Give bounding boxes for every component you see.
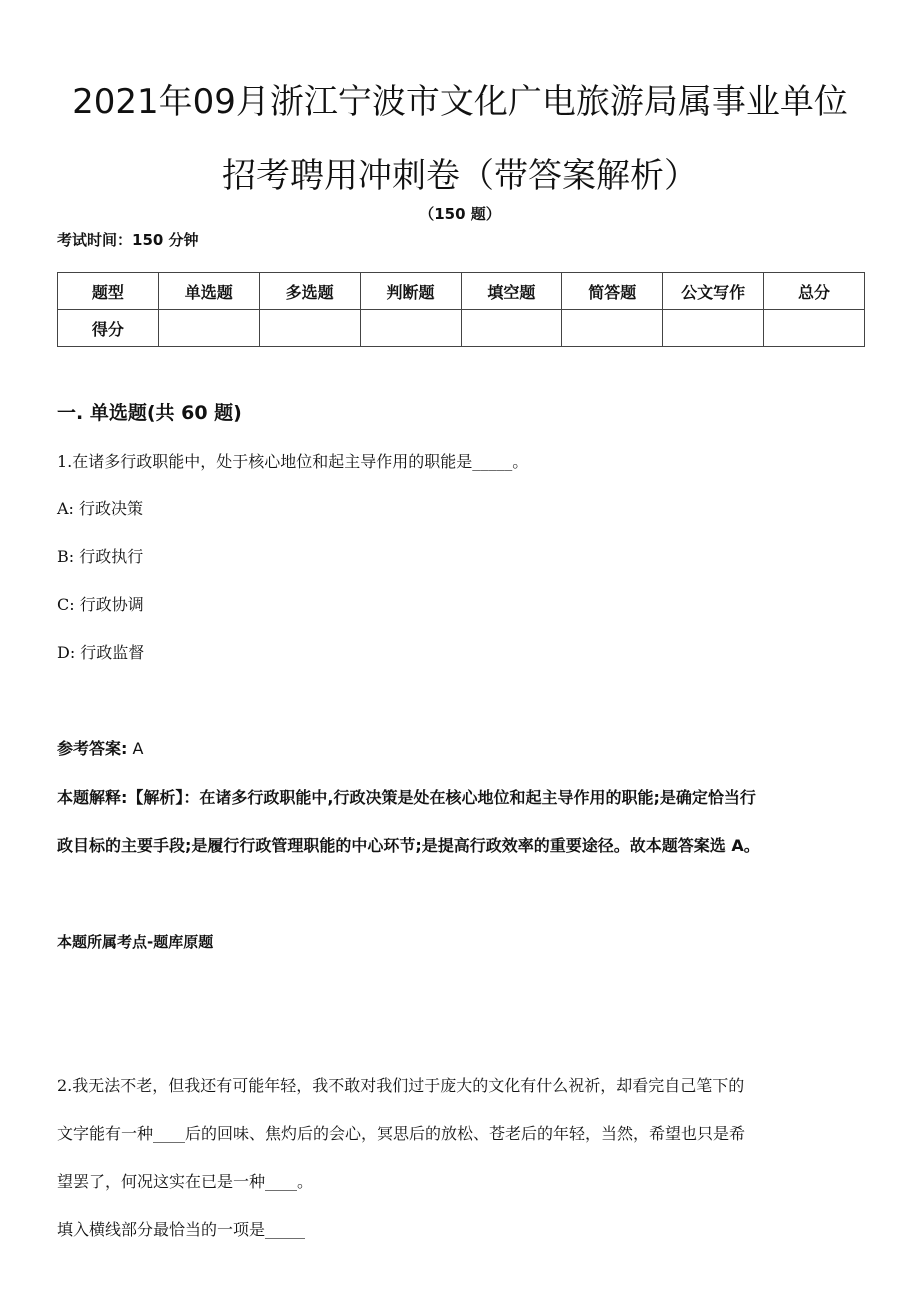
- score-cell: [360, 310, 461, 347]
- score-table-header-row: [58, 273, 865, 310]
- question-1-option-a: A: 行政决策: [57, 499, 144, 518]
- title-line-2: 招考聘用冲刺卷（带答案解析）: [222, 156, 698, 196]
- explanation-text-1: 【解析】：在诸多行政职能中,行政决策是处在核心地位和起主导作用的职能;是确定恰当行: [127, 788, 756, 807]
- question-1-explanation-line-2: 政目标的主要手段;是履行行政管理职能的中心环节;是提高行政效率的重要途径。故本题答案选 A。: [57, 836, 760, 855]
- score-cell: [259, 310, 360, 347]
- score-header-cell: 简答题: [562, 273, 663, 310]
- score-header-cell: 公文写作: [663, 273, 764, 310]
- score-cell: [158, 310, 259, 347]
- score-header-cell: 填空题: [461, 273, 562, 310]
- score-header-cell: 判断题: [360, 273, 461, 310]
- question-1-stem: 1.在诸多行政职能中，处于核心地位和起主导作用的职能是_____。: [57, 452, 529, 471]
- score-row-label: 得分: [58, 310, 159, 347]
- section-heading: 一. 单选题(共 60 题): [57, 402, 242, 424]
- question-1-explanation-line-1: [57, 785, 756, 808]
- question-1-option-c: C: 行政协调: [57, 595, 144, 614]
- score-header-cell: 总分: [764, 273, 865, 310]
- question-2-prompt: 填入横线部分最恰当的一项是_____: [57, 1220, 306, 1239]
- question-count: （150 题）: [419, 205, 501, 223]
- score-cell: [764, 310, 865, 347]
- question-1-source: 本题所属考点-题库原题: [57, 933, 214, 951]
- score-cell: [461, 310, 562, 347]
- explanation-label: 本题解释:: [57, 788, 128, 807]
- question-1-answer: [57, 736, 143, 759]
- question-2-line-3: 望罢了，何况这实在已是一种____。: [57, 1172, 314, 1191]
- score-table: [57, 272, 865, 347]
- score-header-cell: 多选题: [259, 273, 360, 310]
- title-line-1: 2021年09月浙江宁波市文化广电旅游局属事业单位: [72, 82, 848, 122]
- answer-label: 参考答案:: [57, 739, 128, 758]
- question-1-option-d: D: 行政监督: [57, 643, 145, 662]
- question-2-line-1: 2.我无法不老，但我还有可能年轻，我不敢对我们过于庞大的文化有什么祝祈，却看完自己笔下的: [57, 1076, 745, 1095]
- question-2-line-2: 文字能有一种____后的回味、焦灼后的会心，冥思后的放松、苍老后的年轻，当然，希望也只是希: [57, 1124, 746, 1143]
- score-header-cell: 题型: [58, 273, 159, 310]
- score-header-cell: 单选题: [158, 273, 259, 310]
- exam-time: 考试时间：150 分钟: [57, 231, 199, 249]
- answer-value: A: [127, 739, 144, 758]
- score-table-score-row: [58, 310, 865, 347]
- score-cell: [562, 310, 663, 347]
- score-cell: [663, 310, 764, 347]
- question-1-option-b: B: 行政执行: [57, 547, 144, 566]
